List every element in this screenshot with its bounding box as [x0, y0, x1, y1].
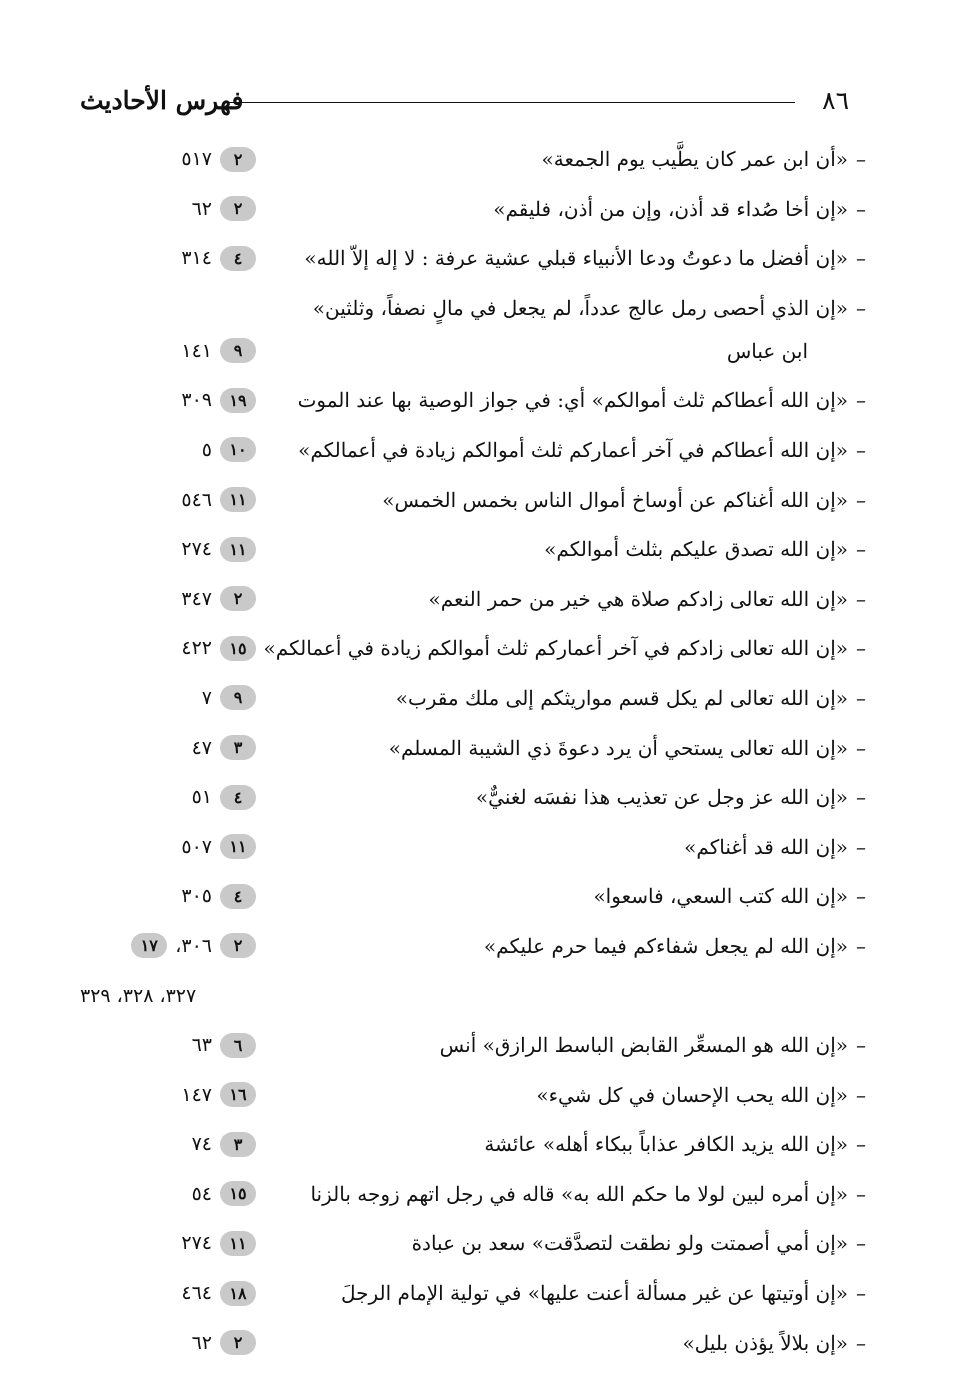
entry-dash: – [856, 1132, 866, 1157]
hadith-index-list [0, 142, 958, 1375]
entry-text-line [542, 142, 866, 176]
page-reference: ٥١٧ [181, 148, 212, 170]
volume-badge: ١٧ [131, 933, 167, 958]
volume-badge: ٤ [220, 246, 256, 271]
entry-text: «إن أخا صُداء قد أذن، وإن من أذن، فليقم» [493, 196, 848, 221]
entry-text: «إن الله أعطاكم في آخر أعماركم ثلث أموالكم زيادة في أعمالكم» [298, 437, 848, 462]
page-reference: ٥٤٦ [181, 488, 212, 511]
page-reference: ٦٢ [191, 197, 212, 220]
entry-reference [0, 929, 256, 963]
entry-text-line [476, 780, 866, 814]
page-reference: ٤٦٤ [181, 1282, 212, 1305]
volume-badge: ٣ [220, 735, 256, 760]
volume-badge: ٩ [220, 338, 256, 363]
entry-reference [0, 1078, 256, 1112]
entry-text-line [536, 1078, 866, 1112]
entry-dash: – [856, 196, 866, 221]
entry-text: «إن الله لم يجعل شفاءكم فيما حرم عليكم» [483, 933, 848, 958]
volume-badge: ٣ [220, 1132, 256, 1157]
entry-dash: – [856, 1330, 866, 1355]
entry-dash: – [856, 834, 866, 859]
entry-text: «إن الله أعطاكم ثلث أموالكم» أي: في جواز الوصية بها عند الموت [297, 388, 848, 413]
entry-dash: – [856, 295, 866, 320]
index-entry [0, 1276, 958, 1326]
entry-reference [0, 681, 256, 715]
volume-badge: ٦ [220, 1033, 256, 1058]
volume-badge: ١٥ [220, 636, 256, 661]
index-entry [0, 1028, 958, 1078]
entry-reference [0, 142, 256, 176]
entry-reference [0, 192, 256, 226]
entry-text: «إن أمره لبين لولا ما حكم الله به» قاله في رجل اتهم زوجه بالزنا [310, 1181, 848, 1206]
volume-badge: ١١ [220, 834, 256, 859]
index-entry [0, 1177, 958, 1227]
volume-badge: ٤ [220, 884, 256, 909]
entry-dash: – [856, 785, 866, 810]
entry-text: «إن أوتيتها عن غير مسألة أعنت عليها» في تولية الإمام الرجلَ [340, 1281, 848, 1306]
page-reference: ٣١٤ [181, 247, 212, 270]
entry-text-line [593, 879, 866, 913]
entry-reference [0, 1226, 256, 1260]
index-entry [0, 1078, 958, 1128]
entry-text-line [304, 241, 866, 275]
entry-dash: – [856, 1181, 866, 1206]
entry-text: «إن الله تعالى زادكم صلاة هي خير من حمر النعم» [428, 586, 848, 611]
entry-text: «إن أفضل ما دعوتُ ودعا الأنبياء قبلي عشية عرفة : لا إله إلاّ الله» [304, 246, 848, 271]
entry-text: «إن أمي أصمتت ولو نطقت لتصدَّقت» سعد بن عبادة [411, 1231, 848, 1256]
page-reference: ٣٤٧ [181, 587, 212, 610]
entry-dash: – [856, 147, 866, 171]
entry-reference [0, 1326, 256, 1360]
index-entry [0, 879, 958, 929]
running-title: فهرس الأحاديث [80, 86, 244, 115]
index-entry [0, 681, 958, 731]
entry-text: «إن الله أغناكم عن أوساخ أموال الناس بخمس الخمس» [382, 487, 848, 512]
entry-reference [0, 830, 256, 864]
entry-dash: – [856, 1082, 866, 1107]
entry-text: «إن الله تصدق عليكم بثلث أموالكم» [544, 537, 848, 562]
page-reference: ٥ [201, 438, 212, 461]
entry-text-line [412, 1226, 866, 1260]
index-entry [0, 830, 958, 880]
page-reference: ٤٧ [191, 736, 212, 759]
entry-dash: – [856, 246, 866, 271]
page-header [80, 84, 855, 128]
index-entry-continuation [0, 334, 958, 384]
page-reference: ٦٣ [191, 1034, 212, 1057]
page-reference: ٥١ [191, 786, 212, 809]
entry-narrator: ابن عباس [726, 338, 808, 363]
entry-reference [0, 383, 256, 417]
index-entry-continuation [0, 979, 958, 1029]
entry-text-line [484, 1127, 866, 1161]
page-number: ٨٦ [822, 86, 849, 115]
entry-text: «إن الله كتب السعي، فاسعوا» [593, 884, 848, 909]
entry-text: «إن الله هو المسعِّر القابض الباسط الرازق» أنس [439, 1033, 848, 1058]
entry-text-line [682, 1326, 866, 1360]
entry-reference [0, 582, 256, 616]
index-entry [0, 780, 958, 830]
entry-dash: – [856, 1231, 866, 1256]
volume-badge: ٢ [220, 586, 256, 611]
volume-badge: ١١ [220, 1231, 256, 1256]
index-entry [0, 1127, 958, 1177]
volume-badge: ١٩ [220, 388, 256, 413]
volume-badge: ١٥ [220, 1181, 256, 1206]
entry-text: «إن الله تعالى زادكم في آخر أعماركم ثلث أموالكم زيادة في أعمالكم» [263, 636, 848, 661]
entry-dash: – [856, 388, 866, 413]
entry-reference [0, 483, 256, 517]
entry-reference [0, 780, 256, 814]
page-reference: ٥٤ [191, 1182, 212, 1205]
index-entry [0, 631, 958, 681]
index-entry [0, 241, 958, 291]
page-reference: ٢٧٤ [181, 1232, 212, 1255]
entry-dash: – [856, 933, 866, 958]
index-entry [0, 483, 958, 533]
entry-dash: – [856, 1033, 866, 1058]
index-entry [0, 582, 958, 632]
volume-badge: ١٠ [220, 437, 256, 462]
entry-reference [0, 731, 256, 765]
page-reference: ٦٢ [191, 1331, 212, 1354]
extra-page-references: ٣٢٧، ٣٢٨، ٣٢٩ [80, 984, 197, 1007]
entry-text: «إن بلالاً يؤذن بليل» [682, 1330, 848, 1355]
entry-text: «إن الله عز وجل عن تعذيب هذا نفسَه لغنيٌّ» [475, 785, 848, 810]
index-entry [0, 929, 958, 979]
entry-text: «إن الله تعالى لم يكل قسم مواريثكم إلى ملك مقرب» [395, 685, 848, 710]
entry-text-line [298, 383, 866, 417]
entry-dash: – [856, 487, 866, 512]
entry-text-line [396, 681, 866, 715]
entry-reference [0, 879, 256, 913]
index-entry [0, 1326, 958, 1376]
header-rule [228, 102, 795, 103]
entry-text-line [440, 1028, 866, 1062]
entry-reference [0, 241, 256, 275]
entry-text: «إن الله يزيد الكافر عذاباً ببكاء أهله» عائشة [484, 1132, 848, 1157]
volume-badge: ١١ [220, 487, 256, 512]
page-reference: ٣٠٥ [181, 885, 212, 908]
index-entry [0, 142, 958, 192]
entry-reference [0, 1028, 256, 1062]
index-entry [0, 731, 958, 781]
entry-text-line [389, 731, 866, 765]
entry-dash: – [856, 884, 866, 909]
page-reference: ٣٠٩ [181, 389, 212, 412]
entry-text: «إن الله قد أغناكم» [684, 834, 848, 859]
volume-badge: ١١ [220, 537, 256, 562]
index-entry [0, 291, 958, 334]
entry-text-line [341, 1276, 866, 1310]
page-reference: ٤٢٢ [181, 637, 212, 660]
index-entry [0, 433, 958, 483]
entry-dash: – [856, 735, 866, 760]
index-entry [0, 383, 958, 433]
entry-text-line [382, 483, 866, 517]
entry-text-line [493, 192, 866, 226]
entry-dash: – [856, 1281, 866, 1306]
entry-text-line [313, 291, 866, 325]
page-reference: ٥٠٧ [181, 835, 212, 858]
entry-text: «إن الله يحب الإحسان في كل شيء» [536, 1082, 848, 1107]
entry-reference [0, 1127, 256, 1161]
entry-text-line [264, 631, 866, 665]
entry-text-line [684, 830, 866, 864]
entry-reference [0, 532, 256, 566]
entry-dash: – [856, 685, 866, 710]
volume-badge: ٩ [220, 685, 256, 710]
index-entry [0, 192, 958, 242]
index-entry [0, 532, 958, 582]
entry-dash: – [856, 437, 866, 462]
volume-badge: ٤ [220, 785, 256, 810]
index-entry [0, 1226, 958, 1276]
volume-badge: ٢ [220, 147, 256, 172]
entry-reference [0, 433, 256, 467]
page-reference: ٧ [201, 686, 212, 709]
entry-reference [0, 631, 256, 665]
entry-reference [0, 1276, 256, 1310]
page-reference: ١٤١ [181, 339, 212, 362]
entry-text-line [428, 582, 866, 616]
page-reference: ١٤٧ [181, 1083, 212, 1106]
volume-badge: ٢ [220, 196, 256, 221]
volume-badge: ٢ [220, 933, 256, 958]
entry-text-line [298, 433, 866, 467]
entry-dash: – [856, 586, 866, 611]
entry-text-line [310, 1177, 866, 1211]
entry-reference [0, 334, 256, 368]
entry-dash: – [856, 537, 866, 562]
page-reference: ٣٠٦، [175, 934, 212, 957]
entry-text-line [484, 929, 866, 963]
page-reference: ٢٧٤ [181, 538, 212, 561]
entry-text: «أن ابن عمر كان يطَّيب يوم الجمعة» [541, 147, 848, 171]
entry-text-line [544, 532, 866, 566]
page-reference: ٧٤ [191, 1133, 212, 1156]
volume-badge: ١٦ [220, 1082, 256, 1107]
volume-badge: ١٨ [220, 1281, 256, 1306]
entry-reference [0, 1177, 256, 1211]
volume-badge: ٢ [220, 1330, 256, 1355]
entry-text: «إن الله تعالى يستحي أن يرد دعوةَ ذي الشيبة المسلم» [388, 735, 848, 760]
entry-text: «إن الذي أحصى رمل عالج عدداً، لم يجعل في مالٍ نصفاً، وثلثين» [312, 295, 848, 320]
entry-dash: – [856, 636, 866, 661]
